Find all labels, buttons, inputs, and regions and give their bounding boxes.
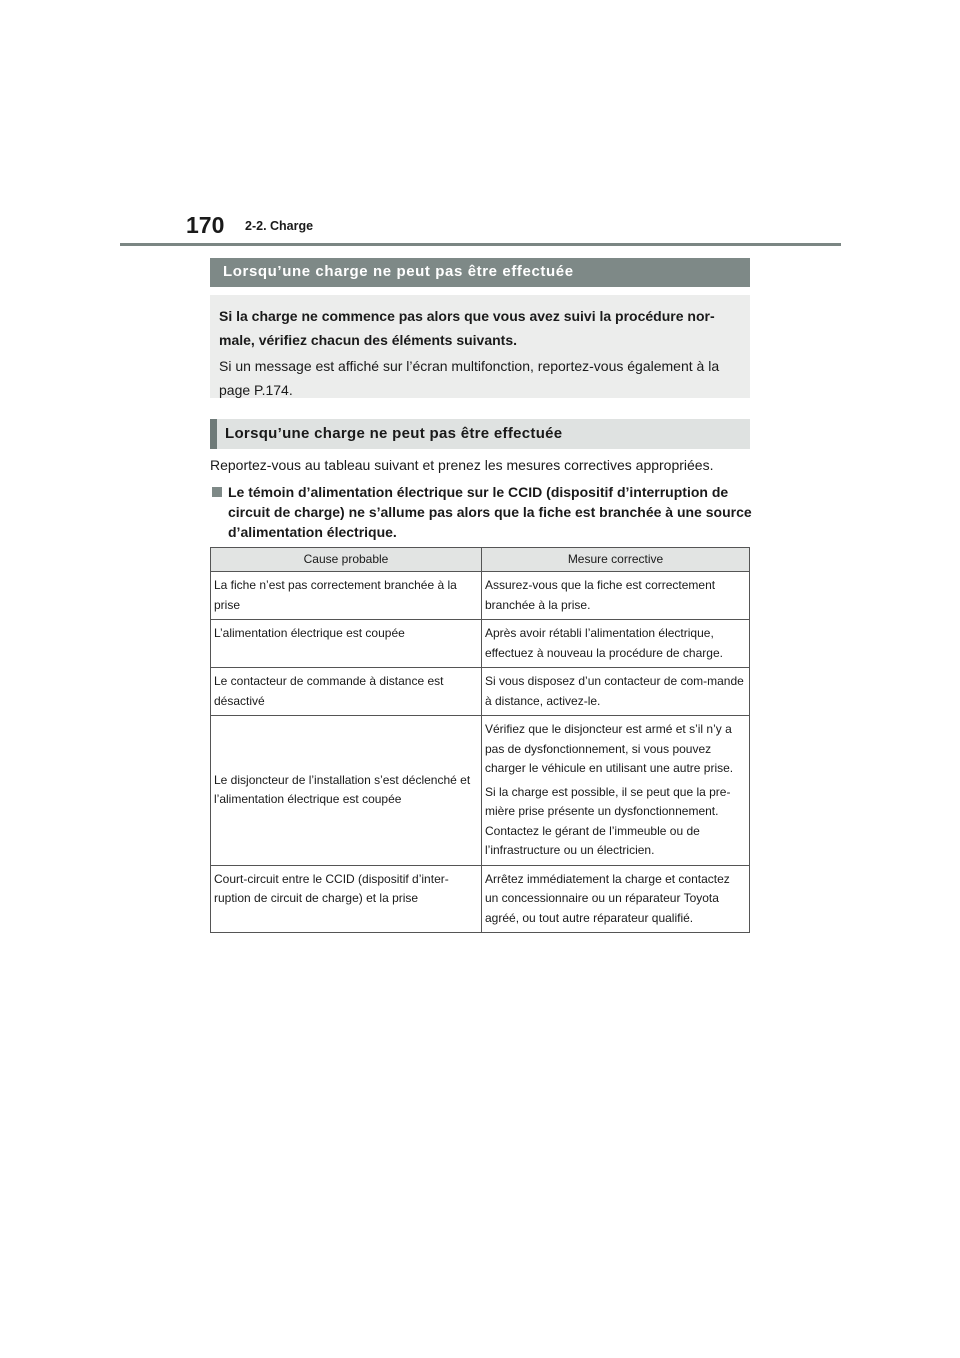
condition-text: Le témoin d’alimentation électrique sur le CCID (dispositif d’interruption de circuit de charge) ne s’allume pas alors que la fiche est branchée à une source d’alimentation électrique. — [228, 484, 752, 540]
table-row — [211, 620, 750, 668]
measure-text: Si la charge est possible, il se peut que la pre-mière prise présente un dysfonctionnement. Contactez le gérant de l’immeuble ou de l’infrastructure ou un électricien. — [485, 784, 731, 857]
measure-text: Assurez-vous que la fiche est correctement branchée à la prise. — [485, 578, 716, 612]
cause-cell: Le contacteur de commande à distance est désactivé — [211, 668, 482, 716]
intro-bold-text: Si la charge ne commence pas alors que vous avez suivi la procédure nor-male, vérifiez chacun des éléments suivants. — [219, 308, 715, 348]
measure-cell — [482, 716, 750, 866]
cause-cell: La fiche n’est pas correctement branchée à la prise — [211, 572, 482, 620]
lead-text: Reportez-vous au tableau suivant et prenez les mesures correctives appropriées. — [210, 457, 714, 473]
page-number: 170 — [186, 212, 225, 238]
section-banner: Lorsqu’une charge ne peut pas être effectuée — [210, 258, 750, 287]
table-row — [211, 572, 750, 620]
measure-cell — [482, 865, 750, 933]
intro-normal-text: Si un message est affiché sur l’écran multifonction, reportez-vous également à la page P.174. — [219, 358, 720, 398]
table-row — [211, 668, 750, 716]
measure-cell — [482, 620, 750, 668]
table-row — [211, 865, 750, 933]
section-label: 2-2. Charge — [245, 219, 314, 233]
troubleshooting-table — [210, 547, 750, 933]
square-bullet-icon — [212, 487, 222, 497]
header-rule — [120, 243, 841, 246]
cause-cell: L’alimentation électrique est coupée — [211, 620, 482, 668]
table-row — [211, 716, 750, 866]
subheading: Lorsqu’une charge ne peut pas être effectuée — [210, 419, 750, 449]
column-header-cause: Cause probable — [211, 548, 482, 572]
measure-text: Arrêtez immédiatement la charge et contactez un concessionnaire ou un réparateur Toyota agréé, ou tout autre réparateur qualifié. — [485, 871, 730, 925]
measure-text: Si vous disposez d’un contacteur de com-mande à distance, activez-le. — [485, 674, 744, 708]
condition-heading — [210, 482, 755, 542]
table-header-row — [211, 548, 750, 572]
intro-box — [210, 295, 750, 398]
measure-text: Vérifiez que le disjoncteur est armé et s’il n’y a pas de dysfonctionnement, si vous pouvez charger le véhicule en utilisant une autre prise. — [485, 722, 734, 775]
cause-cell: Le disjoncteur de l’installation s’est déclenché et l’alimentation électrique est coupée — [211, 716, 482, 866]
measure-cell — [482, 668, 750, 716]
measure-cell — [482, 572, 750, 620]
measure-text: Après avoir rétabli l’alimentation électrique, effectuez à nouveau la procédure de charge. — [485, 626, 723, 660]
cause-cell: Court-circuit entre le CCID (dispositif d’inter-ruption de circuit de charge) et la prise — [211, 865, 482, 933]
column-header-measure: Mesure corrective — [482, 548, 750, 572]
